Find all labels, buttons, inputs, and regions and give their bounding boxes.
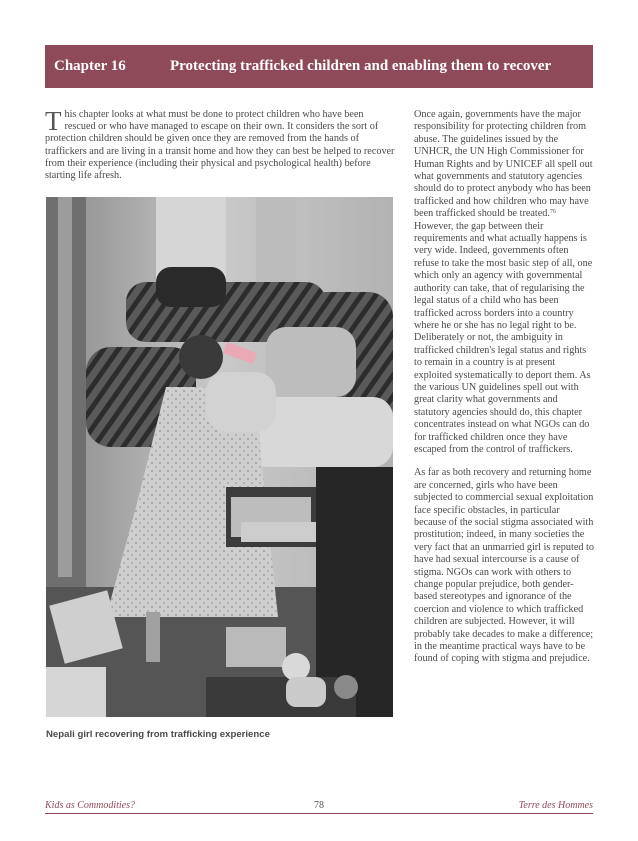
- footer-publication: Kids as Commodities?: [45, 800, 136, 811]
- paragraph-1: [414, 109, 594, 456]
- page-number: 78: [314, 800, 324, 811]
- chapter-title: Protecting trafficked children and enabling them to recover: [170, 58, 552, 74]
- footer-rule: [45, 813, 593, 814]
- right-column: [414, 109, 594, 666]
- chapter-number: Chapter 16: [54, 58, 126, 74]
- drop-cap: T: [45, 106, 62, 136]
- intro-paragraph: [45, 106, 395, 182]
- girl-on-bed-photo: [46, 197, 393, 717]
- paragraph-1-text-a: Once again, governments have the major responsibility for protecting children from abuse. The guidelines issued by the UNHCR, the UN High Commissioner for Human Rights and by UNICEF all spell out what governments and statutory agencies should do to protect anybody who has been trafficked and how children who may have been trafficked should be treated.: [414, 109, 593, 220]
- paragraph-2: As far as both recovery and returning home are concerned, girls who have been subjected to commercial sexual exploitation face specific obstacles, in particular because of the social stigma associated with prostitution; indeed, in many societies the very fact that an unmarried girl is reputed to have had sexual intercourse is a cause of stigma. NGOs can work with others to change popular prejudice, both gender-based stereotypes and ignorance of the coercion and violence to which trafficked children are subjected. However, it will probably take decades to make a difference; in the meantime practical ways have to be found of coping with stigma and prejudice.: [414, 467, 594, 665]
- photograph: [46, 197, 393, 717]
- intro-text: his chapter looks at what must be done to protect children who have been rescued or who have managed to escape on their own. It considers the sort of protection children should be given once they are removed from the hands of traffickers and are living in a transit home and how they can best be helped to recover from their experience (including their physical and psychological health) before starting life afresh.: [45, 109, 395, 182]
- chapter-banner: [45, 45, 593, 88]
- paragraph-1-text-b: However, the gap between their requirements and what actually happens is very wide. Indeed, governments often refuse to take the most basic step of all, one which only an agency with governmental authority can take, that of regularising the legal status of a child who has been trafficked across borders into a country where he or she has no legal right to be. Deliberately or not, the ambiguity in trafficked children's legal status and rights to remain in a country is at present exploited systematically to deport them. As the various UN guidelines spell out with great clarity what governments and statutory agencies should do, this chapter concentrates instead on what NGOs can do for trafficked children once they have escaped from the control of traffickers.: [414, 220, 593, 455]
- footnote-ref: 76: [549, 209, 556, 216]
- photo-caption: Nepali girl recovering from trafficking experience: [46, 729, 270, 740]
- footer-publisher: Terre des Hommes: [518, 800, 593, 811]
